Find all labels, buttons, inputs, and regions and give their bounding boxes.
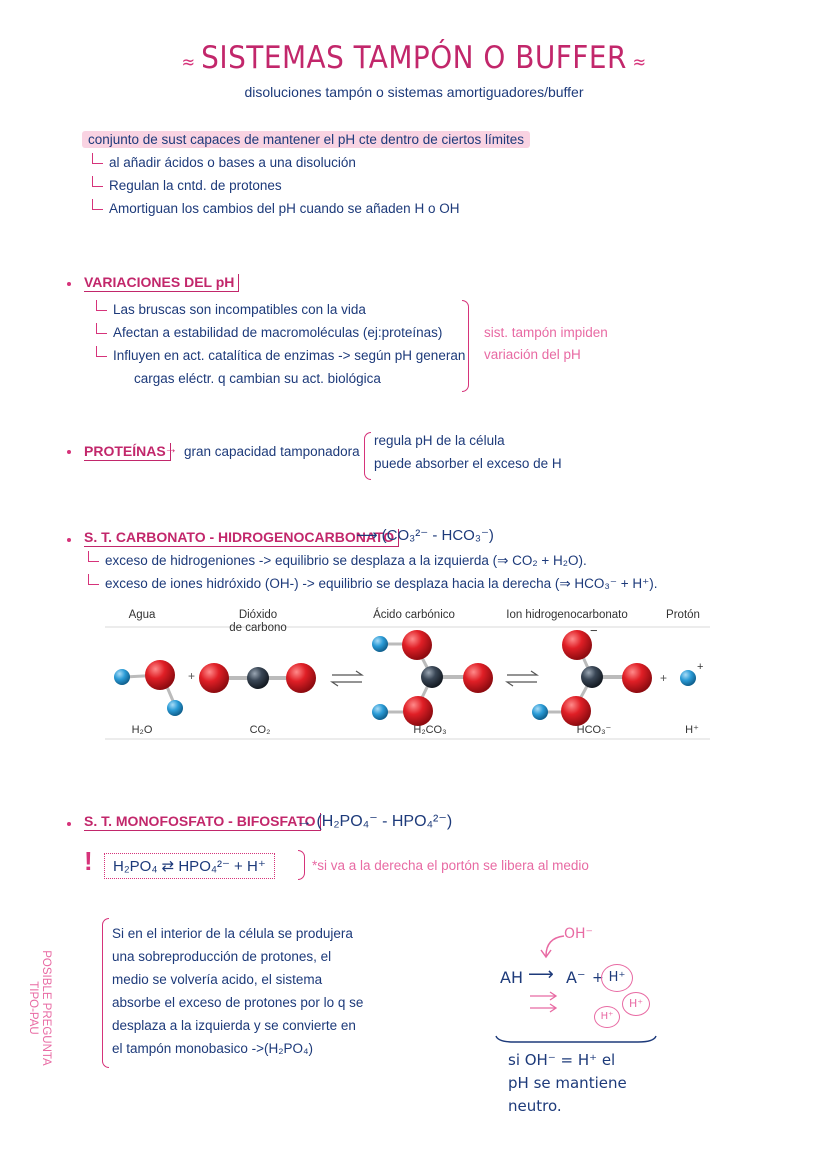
exclamation-icon: ! bbox=[84, 846, 93, 876]
equilibrium-arrow-icon bbox=[507, 671, 537, 686]
arrow-icon bbox=[96, 300, 107, 311]
sketch-h-circle bbox=[622, 992, 650, 1016]
hydrogen-atom bbox=[372, 636, 388, 652]
fosfato-reaction: H₂PO₄ ⇄ HPO₄²⁻ + H⁺ bbox=[113, 858, 266, 875]
curved-arrow-icon bbox=[536, 932, 576, 962]
oxygen-atom bbox=[622, 663, 652, 693]
section-title-proteinas bbox=[84, 443, 171, 459]
sketch-plus: + bbox=[592, 970, 604, 986]
arrow-icon bbox=[88, 574, 99, 585]
variaciones-item bbox=[96, 348, 465, 363]
section-title-variaciones bbox=[84, 274, 239, 290]
pregunta-line: Si en el interior de la célula se produjera bbox=[112, 926, 353, 941]
sketch-ah: AH bbox=[500, 968, 523, 987]
sketch-oh: OH⁻ bbox=[564, 926, 593, 942]
section-title-carbonato bbox=[84, 529, 399, 545]
sketch-underline-brace bbox=[494, 1034, 658, 1048]
arrow-icon bbox=[96, 323, 107, 334]
plus-sign: + bbox=[660, 671, 668, 685]
arrow-icon bbox=[92, 176, 103, 187]
variaciones-item-text: Afectan a estabilidad de macromoléculas (ej:proteínas) bbox=[113, 325, 443, 340]
definition-text: conjunto de sust capaces de mantener el pH cte dentro de ciertos límites bbox=[82, 131, 530, 148]
oxygen-atom bbox=[199, 663, 229, 693]
fosfato-formula: → (H₂PO₄⁻ - HPO₄²⁻) bbox=[296, 813, 453, 830]
carbonato-formula: ⟶ (CO₃²⁻ - HCO₃⁻) bbox=[356, 527, 494, 544]
page-subtitle: disoluciones tampón o sistemas amortiguadores/buffer bbox=[244, 84, 584, 100]
oxygen-atom bbox=[561, 696, 591, 726]
page-title: ≈ SISTEMAS TAMPÓN O BUFFER ≈ bbox=[181, 40, 647, 76]
label-de-carbono: de carbono bbox=[229, 622, 287, 634]
pau-side-label: POSIBLE PREGUNTA TIPO-PAU bbox=[27, 950, 52, 1066]
plus-sign: + bbox=[188, 669, 196, 683]
sketch-a-minus: A⁻ bbox=[566, 968, 586, 987]
definition-item bbox=[92, 201, 459, 216]
variaciones-item-cont: cargas eléctr. q cambian su act. biológica bbox=[134, 371, 381, 386]
oxygen-atom bbox=[463, 663, 493, 693]
label-ion-hidrogenocarbonato: Ion hidrogenocarbonato bbox=[506, 609, 628, 621]
variaciones-note-2: variación del pH bbox=[484, 347, 581, 362]
bullet-icon bbox=[67, 538, 71, 542]
definition-item-text: Amortiguan los cambios del pH cuando se añaden H o OH bbox=[109, 201, 460, 216]
carbonato-item bbox=[88, 576, 658, 592]
proteinas-arrow: → bbox=[164, 441, 178, 456]
hydrogen-atom bbox=[167, 700, 183, 716]
sketch-h-circle bbox=[601, 964, 633, 992]
fosfato-reaction-box bbox=[104, 853, 275, 879]
carbon-atom bbox=[421, 666, 443, 688]
title-text: SISTEMAS TAMPÓN O BUFFER bbox=[201, 40, 627, 76]
proteinas-item: regula pH de la célula bbox=[374, 433, 505, 448]
sketch-h-circle bbox=[594, 1006, 620, 1028]
pregunta-line: una sobreproducción de protones, el bbox=[112, 949, 332, 964]
section-title-text: S. T. CARBONATO - HIDROGENOCARBONATO bbox=[84, 529, 399, 547]
pregunta-line: el tampón monobasico ->(H₂PO₄) bbox=[112, 1041, 313, 1056]
bullet-icon bbox=[67, 822, 71, 826]
definition-item bbox=[92, 178, 282, 193]
pregunta-line: desplaza a la izquierda y se convierte en bbox=[112, 1018, 356, 1033]
label-agua: Agua bbox=[128, 609, 156, 621]
arrow-icon bbox=[88, 551, 99, 562]
proteinas-item: puede absorber el exceso de H bbox=[374, 456, 562, 471]
label-acido-carbonico: Ácido carbónico bbox=[373, 609, 455, 621]
carbonato-item-text: exceso de iones hidróxido (OH-) -> equilibrio se desplaza hacia la derecha (⇒ HCO₃⁻ + H⁺). bbox=[105, 576, 658, 591]
minus-sign: − bbox=[590, 623, 598, 638]
equilibrium-arrow-icon bbox=[332, 671, 362, 686]
hydrogen-atom bbox=[372, 704, 388, 720]
formula-h2o: H₂O bbox=[131, 724, 153, 736]
oxygen-atom bbox=[562, 630, 592, 660]
section-title-text: S. T. MONOFOSFATO - BIFOSFATO bbox=[84, 813, 321, 831]
pregunta-line: absorbe el exceso de protones por lo q se bbox=[112, 995, 364, 1010]
oxygen-atom bbox=[402, 630, 432, 660]
sketch-conclusion: neutro. bbox=[508, 1097, 562, 1115]
label-proton: Protón bbox=[666, 609, 700, 621]
carbonato-item bbox=[88, 553, 587, 569]
definition-item-text: al añadir ácidos o bases a una disolución bbox=[109, 155, 356, 170]
variaciones-item bbox=[96, 302, 366, 317]
proton-atom bbox=[680, 670, 696, 686]
formula-hco3: HCO₃⁻ bbox=[576, 724, 612, 736]
arrow-icon bbox=[96, 346, 107, 357]
variaciones-item bbox=[96, 325, 442, 340]
definition-item-text: Regulan la cntd. de protones bbox=[109, 178, 282, 193]
carbonato-item-text: exceso de hidrogeniones -> equilibrio se desplaza a la izquierda (⇒ CO₂ + H₂O). bbox=[105, 553, 587, 568]
fosfato-note: *si va a la derecha el portón se libera al medio bbox=[312, 858, 589, 873]
carbon-atom bbox=[247, 667, 269, 689]
arrow-icon bbox=[92, 199, 103, 210]
hydrogen-atom bbox=[532, 704, 548, 720]
brace-right bbox=[298, 850, 305, 880]
variaciones-item-text: Influyen en act. catalítica de enzimas -> según pH generan bbox=[113, 348, 466, 363]
sketch-arrow: ⟶ bbox=[528, 964, 554, 985]
oxygen-atom bbox=[145, 660, 175, 690]
oxygen-atom bbox=[403, 696, 433, 726]
proteinas-desc: gran capacidad tamponadora bbox=[184, 444, 360, 459]
sketch-conclusion: si OH⁻ = H⁺ el bbox=[508, 1051, 616, 1069]
formula-co2: CO₂ bbox=[249, 724, 271, 736]
formula-h-plus: H⁺ bbox=[685, 724, 699, 736]
brace-left bbox=[102, 918, 109, 1068]
brace-left bbox=[364, 432, 371, 480]
section-title-text: VARIACIONES DEL pH bbox=[84, 274, 239, 292]
hydrogen-atom bbox=[114, 669, 130, 685]
carbonate-equilibrium-figure bbox=[100, 600, 715, 750]
sketch-conclusion: pH se mantiene bbox=[508, 1074, 627, 1092]
definition-main bbox=[82, 132, 530, 147]
carbon-atom bbox=[581, 666, 603, 688]
sketch-h: H⁺ bbox=[600, 1011, 614, 1022]
sketch-h: H⁺ bbox=[628, 997, 644, 1010]
sketch-h: H⁺ bbox=[608, 970, 626, 985]
formula-h2co3: H₂CO₃ bbox=[413, 724, 447, 736]
label-dioxido: Dióxido bbox=[238, 609, 278, 621]
section-title-fosfato bbox=[84, 813, 321, 829]
plus-sign: + bbox=[697, 661, 704, 673]
variaciones-note-1: sist. tampón impiden bbox=[484, 325, 608, 340]
oxygen-atom bbox=[286, 663, 316, 693]
bullet-icon bbox=[67, 450, 71, 454]
variaciones-item-text: Las bruscas son incompatibles con la vida bbox=[113, 302, 366, 317]
brace-right bbox=[462, 300, 469, 392]
bullet-icon bbox=[67, 282, 71, 286]
pink-arrows-icon bbox=[528, 990, 564, 1014]
arrow-icon bbox=[92, 153, 103, 164]
pregunta-line: medio se volvería acido, el sistema bbox=[112, 972, 323, 987]
definition-item bbox=[92, 155, 356, 170]
section-title-text: PROTEÍNAS bbox=[84, 443, 171, 461]
